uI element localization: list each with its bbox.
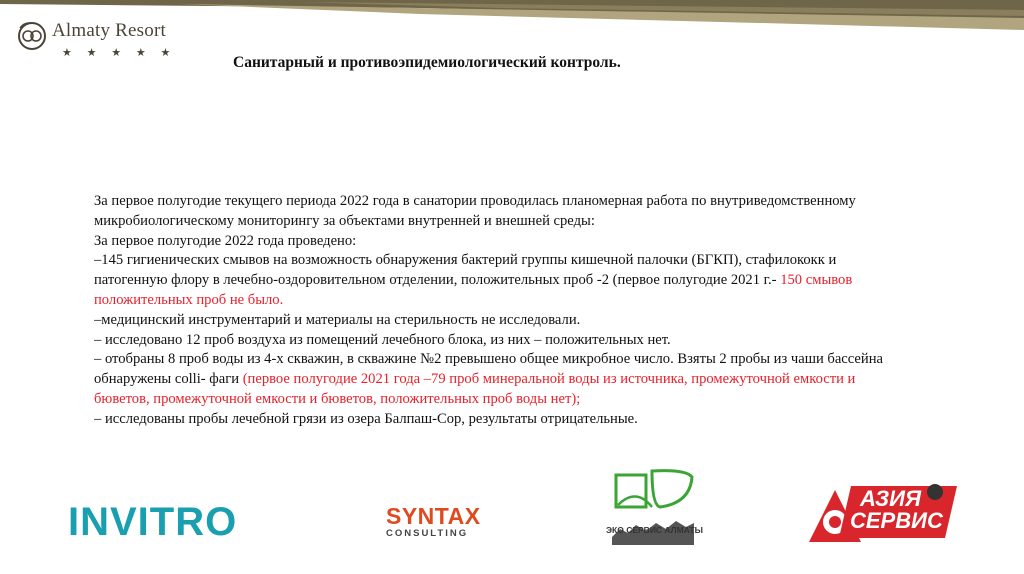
syntax-sub: CONSULTING — [386, 528, 469, 539]
syntax-name: SYNTAX — [386, 503, 481, 529]
brand-stars: ★ ★ ★ ★ ★ — [62, 47, 177, 59]
resort-emblem-icon — [16, 20, 48, 52]
body-text-segment: –медицинский инструментарий и материалы на стерильность не исследовали. — [94, 311, 581, 328]
body-line — [94, 291, 1024, 311]
body-text-segment: – исследовано 12 проб воздуха из помещений лечебного блока, из них – положительных нет. — [94, 331, 671, 348]
body-text-highlight: 150 смывов — [780, 272, 853, 289]
brand-name: Almaty Resort — [52, 20, 166, 41]
body-line — [94, 390, 1024, 410]
body-text-segment: микробиологическому мониторингу за объектами внутренней и внешней среды: — [94, 212, 595, 229]
body-text — [94, 192, 1024, 430]
eco-servis-leaf-icon — [606, 467, 703, 551]
body-line — [94, 251, 1024, 271]
body-text-highlight: положительных проб не было. — [94, 291, 284, 308]
page-title: Санитарный и противоэпидемиологический контроль. — [233, 54, 621, 71]
body-line — [94, 350, 1024, 370]
body-text-segment: – исследованы пробы лечебной грязи из озера Балпаш-Сор, результаты отрицательные. — [94, 410, 638, 427]
body-text-segment: патогенную флору в лечебно-оздоровительном отделении, положительных проб -2 (первое полугодие 2021 г.- — [94, 272, 781, 289]
body-text-highlight: бюветов, промежуточной емкости и бюветов, положительных проб воды нет); — [94, 390, 581, 407]
body-text-segment: – отобраны 8 проб воды из 4-х скважин, в скважине №2 превышено общее микробное число. Взяты 2 пробы из чаши бассейна — [94, 351, 884, 368]
body-line — [94, 232, 1024, 252]
body-text-segment: обнаружены colli- фаги — [94, 371, 243, 388]
body-text-highlight: (первое полугодие 2021 года –79 проб минеральной воды из источника, промежуточной емкости и — [242, 371, 856, 388]
body-line — [94, 370, 1024, 390]
body-text-segment: За первое полугодие 2022 года проведено: — [94, 232, 357, 249]
body-line — [94, 271, 1024, 291]
body-text-segment: –145 гигиенических смывов на возможность обнаружения бактерий группы кишечной палочки (БГКП), стафилококк и — [94, 252, 837, 269]
body-line — [94, 410, 1024, 430]
body-line — [94, 192, 1024, 212]
eco-servis-name: ЭКО СЕРВИС АЛМАТЫ — [606, 525, 703, 535]
body-text-segment: За первое полугодие текущего периода 2022 года в санатории проводилась планомерная работа по внутриведомственному — [94, 193, 856, 209]
asia-servis-line1: АЗИЯ — [860, 486, 922, 511]
body-line — [94, 331, 1024, 351]
body-line — [94, 212, 1024, 232]
invitro-logo: INVITRO — [68, 500, 238, 544]
syntax-consulting-logo — [386, 503, 481, 539]
body-line — [94, 311, 1024, 331]
asia-servis-line2: СЕРВИС — [850, 508, 943, 533]
